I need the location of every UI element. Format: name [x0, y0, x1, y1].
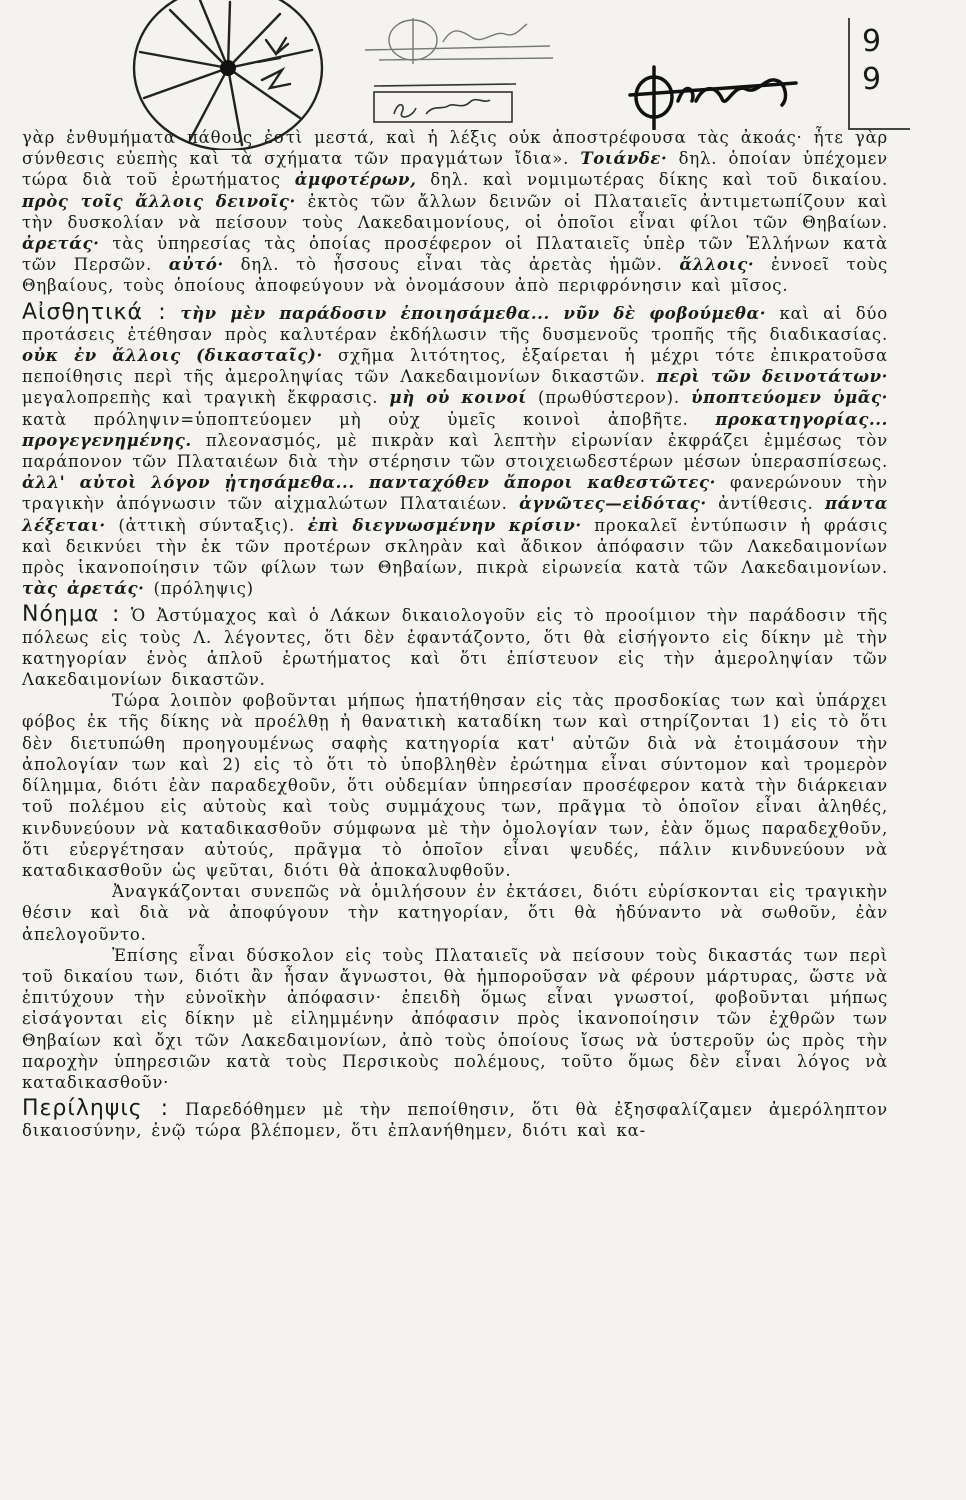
page-number-box: [848, 18, 910, 130]
noima-paragraph: Ἐπίσης εἶναι δύσκολον εἰς τοὺς Πλαταιεῖς νὰ πείσουν τοὺς δικαστάς των περὶ τοῦ δικαίου των, διότι ἂν ἦσαν ἄγνωστοι, θὰ ἠμποροῦσαν νὰ φέρουν μάρτυρας, ὥστε νὰ ἐπιτύχουν τὴν εὐνοϊκὴν ἀπόφασιν· ἐπειδὴ ὅμως εἶναι γνωστοί, φοβοῦνται μήπως εἰσάγονται εἰς δίκην μὲ εἰλημμένην ἀπόφασιν πρὸς ἱκανοποίησιν τῶν ἐχθρῶν των Θηβαίων καὶ ὄχι τῶν Λακεδαιμονίων, ἀπὸ τοὺς ὁποίους ἴσως νὰ ὑστεροῦν ὡς πρὸς τὴν παροχὴν ὑπηρεσιῶν κατὰ τοὺς Περσικοὺς πολέμους, τοῦτο ὅμως δὲν εἶναι λόγος νὰ καταδικασθοῦν·: [22, 945, 888, 1092]
term-bold: πάντα λέξεται·: [22, 494, 889, 535]
perilipsis-text: Παρεδόθημεν μὲ τὴν πεποίθησιν, ὅτι θὰ ἐξησφαλίζαμεν ἀμερόληπτον δικαιοσύνην, ἐνῷ τώρα βλέπομεν, ὅτι ἐπλανήθημεν, διότι καὶ κα-: [22, 1100, 888, 1141]
noima-lead: Ὁ Ἀστύμαχος καὶ ὁ Λάκων δικαιολογοῦν εἰς τὸ προοίμιον τὴν παράδοσιν τῆς πόλεως εἰς τοὺς Λ. λέγοντες, ὅτι δὲν ἐφαντάζοντο, ὅτι θὰ εἰσήγοντο εἰς δίκην μὲ τὴν κατηγορίαν ἑνὸς ἁπλοῦ ἐρωτήματος καὶ ὅτι ἐπίστευον εἰς τὴν ἀμεροληψίαν τῶν Λακεδαιμονίων δικαστῶν.: [22, 606, 889, 690]
term-bold: ἀμφοτέρων,: [294, 170, 417, 190]
text-run: ἀντίθεσις.: [706, 494, 825, 514]
text-run: (ἀττικὴ σύνταξις).: [105, 515, 308, 535]
term-bold: αὐτό·: [168, 255, 224, 275]
noima-heading: Νόημα :: [22, 602, 121, 628]
term-bold: τὰς ἀρετάς·: [22, 579, 145, 599]
term-bold: μὴ οὐ κοινοί: [389, 388, 527, 408]
noima-paragraph: Τώρα λοιπὸν φοβοῦνται μήπως ἠπατήθησαν εἰς τὰς προσδοκίας των καὶ ὑπάρχει φόβος ἐκ τῆς δίκης νὰ προέλθῃ ἡ θανατικὴ καταδίκη των καὶ στηρίζονται 1) εἰς τὸ ὅτι δὲν διετυπώθη προηγουμένως σαφὴς κατηγορία κατ' αὐτῶν διὰ νὰ ἑτοιμάσουν τὴν ἀπολογίαν των καὶ 2) εἰς τὸ ὅτι τὸ ὑποβληθὲν ἐρώτημα εἶναι σύντομον καὶ τρομερὸν δίλημμα, διότι ἐὰν παραδεχθοῦν, ὅτι οὐδεμίαν ὑπηρεσίαν προσέφερον κατὰ τὴν διάρκειαν τοῦ πολέμου εἰς αὐτοὺς καὶ τοὺς συμμάχους των, πρᾶγμα τὸ ὁποῖον εἶναι ἀληθές, κινδυνεύουν νὰ καταδικασθοῦν σύμφωνα μὲ τὴν ὁμολογίαν των, ἐὰν ὅμως παραδεχθοῦν, ὅτι εὐεργέτησαν αὐτούς, πρᾶγμα τὸ ὁποῖον εἶναι ψευδές, πάλιν κινδυνεύουν νὰ καταδικασθοῦν ὡς ψεῦται, διότι θὰ ἀποκαλυφθοῦν.: [22, 691, 888, 880]
aisthitika-heading: Αἰσθητικά :: [22, 299, 167, 325]
text-run: (πρόληψις): [144, 579, 254, 599]
term-bold: τὴν μὲν παράδοσιν ἐποιησάμεθα... νῦν δὲ φοβούμεθα·: [166, 303, 767, 323]
text-run: προκαλεῖ ἐντύπωσιν ἡ φράσις καὶ δεικνύει τὴν ἐκ τῶν προτέρων σκληρὰν καὶ ἄδικον ἀπόφασιν τῶν Λακεδαιμονίων πρὸς ἱκανοποίησιν τῶν φίλων των Θηβαίων, πικρὰ εἰρωνεία κατὰ τῶν Λακεδαιμονίων.: [22, 515, 888, 578]
text-run: (πρωθύστερον).: [526, 388, 692, 408]
term-bold: πρὸς τοῖς ἄλλοις δεινοῖς·: [22, 191, 296, 211]
term-bold: περὶ τῶν δεινοτάτων·: [656, 367, 888, 387]
term-bold: ἄλλοις·: [679, 255, 755, 275]
text-run: κατὰ πρόληψιν=ὑποπτεύομεν μὴ οὐχ ὑμεῖς κοινοὶ ἀποβῆτε.: [22, 409, 716, 429]
term-bold: ἀλλ' αὐτοὶ λόγον ᾐτησάμεθα... πανταχόθεν ἄποροι καθεστῶτες·: [22, 473, 716, 493]
term-bold: ὑποπτεύομεν ὑμᾶς·: [691, 388, 888, 408]
term-bold: Τοιάνδε·: [580, 149, 668, 169]
noima-section: [22, 604, 888, 690]
noima-paragraph: Ἀναγκάζονται συνεπῶς νὰ ὁμιλήσουν ἐν ἐκτάσει, διότι εὑρίσκονται εἰς τραγικὴν θέσιν καὶ διὰ νὰ ἀποφύγουν τὴν κατηγορίαν, ὅτι θὰ ἠδύναντο νὰ σωθοῦν, ἐὰν ἀπελογοῦντο.: [22, 882, 888, 944]
text-run: δηλ. τὸ ἧσσους εἶναι τὰς ἀρετὰς ἡμῶν.: [223, 255, 680, 275]
term-bold: προκατηγορίας... προγεγενημένης.: [22, 409, 888, 450]
handwritten-stamp-top: [365, 10, 555, 65]
page-number-handwritten: 9: [862, 24, 882, 59]
stamp-box: [370, 78, 520, 126]
perilipsis-heading: Περίληψις :: [22, 1096, 170, 1122]
aisthitika-text: [22, 304, 888, 599]
handwritten-stamp-big: [620, 55, 800, 130]
term-bold: ἐπὶ διεγνωσμένην κρίσιν·: [307, 515, 582, 535]
text-run: φανερώνουν τὴν τραγικὴν ἀπόγνωσιν τῶν αἰχμαλώτων Πλαταιέων.: [22, 473, 888, 514]
text-run: μεγαλοπρεπὴς καὶ τραγικὴ ἔκφρασις.: [22, 388, 390, 408]
text-run: δηλ. καὶ νομιμωτέρας δίκης καὶ τοῦ δικαίου.: [416, 170, 888, 190]
term-bold: οὐκ ἐν ἄλλοις (δικασταῖς)·: [22, 346, 323, 366]
text-run: ἐκτὸς τῶν ἄλλων δεινῶν οἱ Πλαταιεῖς ἀντιμετωπίζουν καὶ τὴν δυσκολίαν νὰ πείσουν τοὺς Λακεδαιμονίους, οἱ ὁποῖοι εἶναι φίλοι τῶν Θηβαίων.: [22, 191, 888, 232]
aisthitika-section: [22, 299, 889, 600]
term-bold: ἀρετάς·: [22, 234, 100, 254]
handwritten-stamp-small: [370, 78, 520, 126]
intro-paragraph: [22, 127, 888, 297]
document-body: [22, 127, 888, 1142]
text-run: πλεονασμός, μὲ πικρὰν καὶ λεπτὴν εἰρωνίαν ἐκφράζει ἐμμέσως τὸν παράπονον τῶν Πλαταιέων διὰ τὴν στέρησιν τῶν στοιχειωδεστέρων μέσων ὑπερασπίσεως.: [22, 430, 888, 472]
text-run: ἐννοεῖ τοὺς Θηβαίους, τοὺς ὁποίους ἀποφεύγουν νὰ ὀνομάσουν ἀπὸ περιφρόνησιν καὶ μῖσος.: [22, 255, 888, 296]
page-number-printed: 9: [862, 62, 882, 97]
stamp-signature-big: [620, 55, 800, 130]
text-run: δηλ. ὁποίαν ὑπέχομεν τώρα διὰ τοῦ ἐρωτήματος: [22, 149, 888, 190]
text-run: τὰς ὑπηρεσίας τὰς ὁποίας προσέφερον οἱ Πλαταιεῖς ὑπὲρ τῶν Ἑλλήνων κατὰ τῶν Περσῶν.: [22, 234, 888, 275]
perilipsis-section: [22, 1098, 888, 1141]
stamp-frame-top: [365, 10, 555, 65]
text-run: σχῆμα λιτότητος, ἐξαίρεται ἡ μέχρι τότε ἐπικρατοῦσα πεποίθησις περὶ τῆς ἀμεροληψίας τῶν Λακεδαιμονίων δικαστῶν.: [22, 346, 888, 387]
text-run: γὰρ ἐνθυμήματα πάθους ἐστὶ μεστά, καὶ ἡ λέξις οὐκ ἀποστρέφουσα τὰς ἀκοάς· ἦτε γὰρ σύνθεσις εὐεπὴς καὶ τὰ σχήματα τῶν πραγμάτων ἴδια».: [22, 128, 888, 169]
text-run: καὶ αἱ δύο προτάσεις ἐτέθησαν πρὸς καλυτέραν ἐκδήλωσιν τῆς δυσμενοῦς τροπῆς τῆς διαδικασίας.: [22, 303, 888, 344]
term-bold: ἀγνῶτες—εἰδότας·: [519, 494, 707, 514]
